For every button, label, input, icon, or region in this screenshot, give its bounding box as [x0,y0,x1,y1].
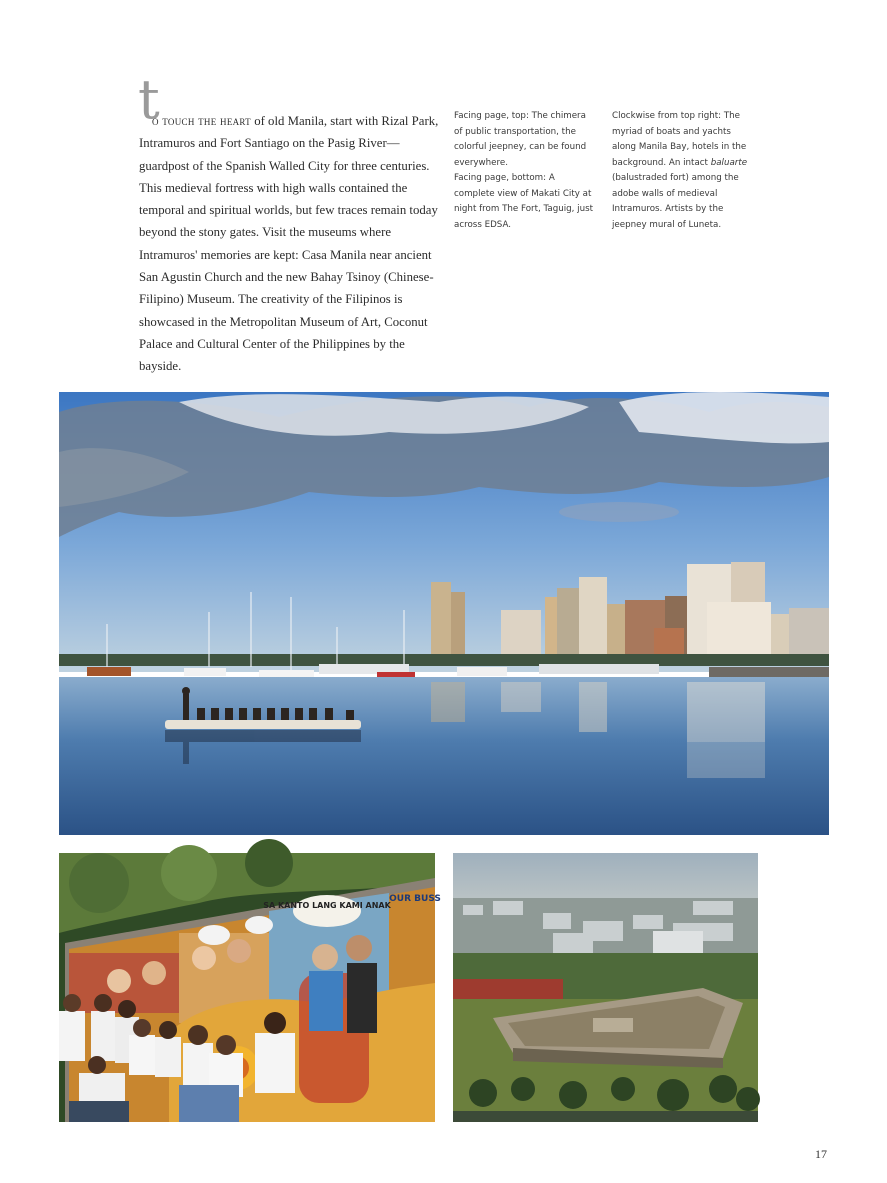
caption-facing-page [454,109,594,233]
caption-italic-term: baluarte [710,157,748,168]
caption-clockwise [612,109,757,233]
photo-manila-bay [59,392,829,835]
mural-bubble-text: SA KANTO LANG KAMI ANAK [263,901,391,910]
photo-intramuros-fort [453,853,758,1122]
drop-cap: t [138,68,160,131]
caption-clockwise-part2: (balustraded fort) among the adobe walls of medieval Intramuros. Artists by the jeepney mural of Luneta. [612,173,739,230]
body-paragraph [138,68,439,378]
body-text: of old Manila, start with Rizal Park, Intramuros and Fort Santiago on the Pasig River—guardpost of the Spanish Walled City for three centuries. This medieval fortress with high walls contained the temporal and spiritual worlds, but few traces remain today beyond the stony gates. Visit the museums where Intramuros' memories are kept: Casa Manila near ancient San Agustin Church and the new Bahay Tsinoy (Chinese-Filipino) Museum. The creativity of the Filipinos is showcased in the Metropolitan Museum of Art, Coconut Palace and Cultural Center of the Philippines by the bayside. [139,114,439,374]
jeepney-mural-image [59,853,441,1122]
manila-bay-image [59,392,829,835]
caption-facing-top: Facing page, top: The chimera of public transportation, the colorful jeepney, can be found everywhere. [454,111,587,168]
lead-in: o touch the heart [152,114,251,128]
caption-clockwise-part1: Clockwise from top right: The myriad of boats and yachts along Manila Bay, hotels in the background. An intact [612,111,747,168]
intramuros-fort-image [453,853,758,1122]
photo-jeepney-mural [59,853,441,1122]
caption-facing-bottom: Facing page, bottom: A complete view of Makati City at night from The Fort, Taguig, just across EDSA. [454,173,594,230]
page-number: 17 [815,1147,827,1161]
mural-sign-text: OUR BUSS [389,894,441,904]
